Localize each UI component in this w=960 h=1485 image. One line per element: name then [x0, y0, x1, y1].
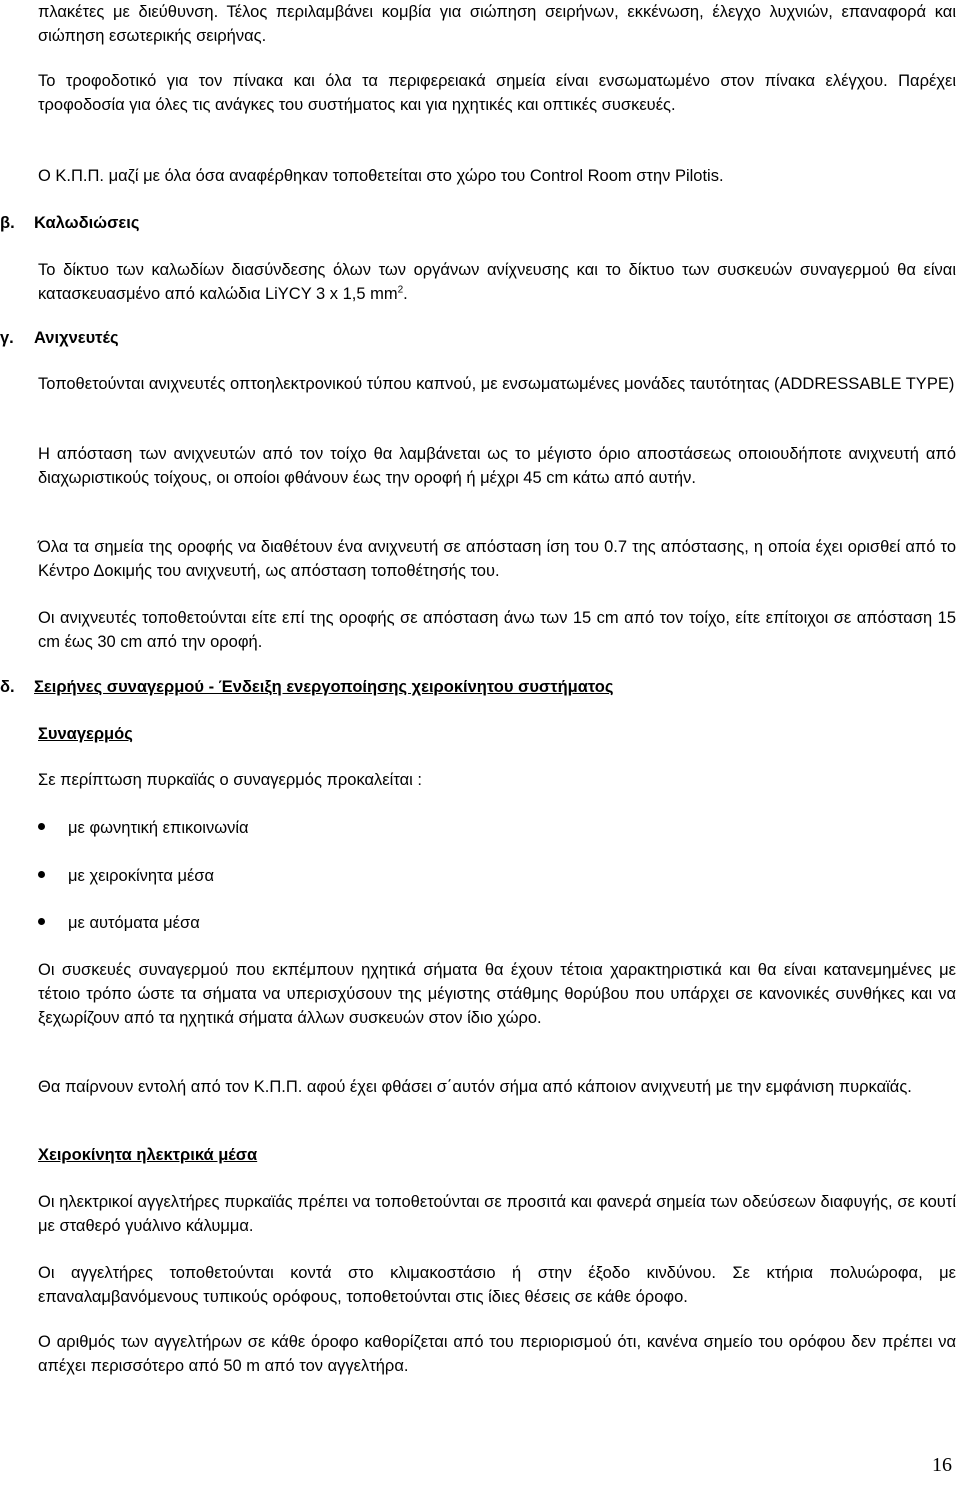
section-c-heading [0, 326, 119, 350]
subheading-manual-electric: Χειροκίνητα ηλεκτρικά μέσα [38, 1146, 258, 1164]
bullet-text: με αυτόματα μέσα [68, 914, 200, 932]
cabling-superscript: 2 [397, 284, 404, 296]
bullet-text: με φωνητική επικοινωνία [68, 819, 249, 837]
paragraph-detector-type: Τοποθετούνται ανιχνευτές οπτοηλεκτρονικού τύπου καπνού, με ενσωματωμένες μονάδες ταυτότητας (ADDRESSABLE TYPE) [38, 375, 955, 393]
paragraph-alarm-command: Θα παίρνουν εντολή από τον Κ.Π.Π. αφού έχει φθάσει σ΄αυτόν σήμα από κάποιον ανιχνευτή με την εμφάνιση πυρκαϊάς. [38, 1078, 912, 1096]
paragraph-manual-call-points: Οι ηλεκτρικοί αγγελτήρες πυρκαϊάς πρέπει να τοποθετούνται σε προσιτά και φανερά σημεία των οδεύσεων διαφυγής, σε κουτί με σταθερό γυάλινο κάλυμμα. [38, 1193, 956, 1235]
paragraph-call-point-count: Ο αριθμός των αγγελτήρων σε κάθε όροφο καθορίζεται από του περιορισμού ότι, κανένα σημείο του ορόφου δεν πρέπει να απέχει περισσότερο από 50 m από τον αγγελτήρα. [38, 1333, 956, 1375]
section-c-title: Ανιχνευτές [34, 329, 119, 347]
section-b-heading [0, 211, 139, 235]
paragraph-cabling [38, 258, 956, 306]
paragraph-detector-distance: Η απόσταση των ανιχνευτών από τον τοίχο θα λαμβάνεται ως το μέγιστο όριο αποστάσεως οποιουδήποτε ανιχνευτή από διαχωριστικούς τοίχους, οι οποίοι φθάνουν έως την οροφή ή μέχρι 45 cm κάτω από αυτήν. [38, 445, 956, 487]
paragraph-alarm-devices: Οι συσκευές συναγερμού που εκπέμπουν ηχητικά σήματα θα έχουν τέτοια χαρακτηριστικά και θα είναι κατανεμημένες με τέτοιο τρόπο ώστε τα σήματα να υπερισχύσουν της μέγιστης στάθμης θορύβου που υπάρχει σε κανονικές συνθήκες και να ξεχωρίζουν από τα ηχητικά σήματα άλλων συσκευών στον ίδιο χώρο. [38, 961, 956, 1027]
paragraph-detector-mounting: Οι ανιχνευτές τοποθετούνται είτε επί της οροφής σε απόσταση άνω των 15 cm από τον τοίχο, είτε επίτοιχοι σε απόσταση 15 cm έως 30 cm από την οροφή. [38, 609, 956, 651]
bullet-dot-icon [38, 871, 45, 878]
paragraph-control-room: Ο Κ.Π.Π. μαζί με όλα όσα αναφέρθηκαν τοποθετείται στο χώρο του Control Room στην Pilotis. [38, 167, 724, 185]
paragraph-power-supply: Το τροφοδοτικό για τον πίνακα και όλα τα περιφερειακά σημεία είναι ενσωματωμένο στον πίνακα ελέγχου. Παρέχει τροφοδοσία για όλες τις ανάγκες του συστήματος και για ηχητικές και οπτικές συσκευές. [38, 72, 956, 114]
paragraph-ceiling-coverage: Όλα τα σημεία της οροφής να διαθέτουν ένα ανιχνευτή σε απόσταση ίση του 0.7 της απόστασης, η οποία έχει ορισθεί από το Κέντρο Δοκιμής του ανιχνευτή, ως απόσταση τοποθέτησής του. [38, 538, 956, 580]
section-c-letter: γ. [0, 329, 14, 347]
paragraph-alarm-intro: Σε περίπτωση πυρκαϊάς ο συναγερμός προκαλείται : [38, 771, 422, 789]
section-d-heading [0, 675, 613, 699]
bullet-automatic-means [38, 911, 200, 935]
bullet-voice-communication [38, 816, 249, 840]
bullet-dot-icon [38, 918, 45, 925]
bullet-text: με χειροκίνητα μέσα [68, 867, 215, 885]
cabling-text-end: . [403, 285, 408, 303]
paragraph-control-panel-buttons: πλακέτες με διεύθυνση. Τέλος περιλαμβάνει κομβία για σιώπηση σειρήνων, εκκένωση, έλεγχο λυχνιών, επαναφορά και σιώπηση εσωτερικής σειρήνας. [38, 3, 956, 45]
section-b-letter: β. [0, 214, 15, 232]
section-b-title: Καλωδιώσεις [34, 214, 140, 232]
bullet-manual-means [38, 864, 214, 888]
section-d-title: Σειρήνες συναγερμού - Ένδειξη ενεργοποίησης χειροκίνητου συστήματος [34, 678, 614, 696]
subheading-alarm: Συναγερμός [38, 725, 133, 743]
bullet-dot-icon [38, 823, 45, 830]
cabling-text: Το δίκτυο των καλωδίων διασύνδεσης όλων των οργάνων ανίχνευσης και το δίκτυο των συσκευών συναγερμού θα είναι κατασκευασμένο από καλώδια LiYCY 3 x 1,5 mm [38, 261, 956, 303]
page-number: 16 [932, 1454, 952, 1476]
section-d-letter: δ. [0, 678, 15, 696]
paragraph-call-point-location: Οι αγγελτήρες τοποθετούνται κοντά στο κλιμακοστάσιο ή στην έξοδο κινδύνου. Σε κτήρια πολυώροφα, με επαναλαμβανόμενους τυπικούς ορόφους, τοποθετούνται στις ίδιες θέσεις σε κάθε όροφο. [38, 1264, 956, 1306]
